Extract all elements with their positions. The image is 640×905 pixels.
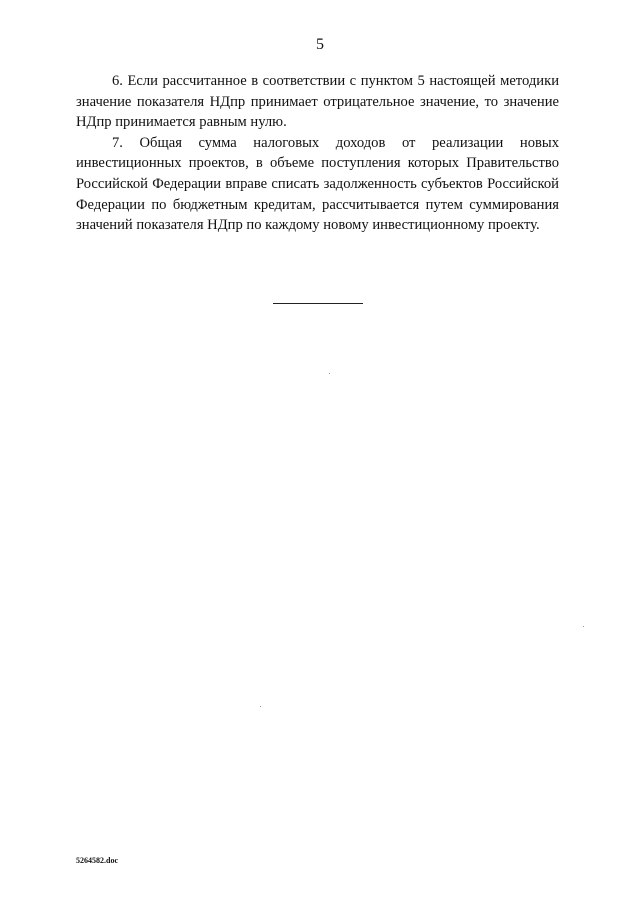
paragraph-7: 7. Общая сумма налоговых доходов от реализации новых инвестиционных проектов, в объеме поступления которых Правительство Российской Федерации вправе списать задолженность субъектов Российской Федерации по бюджетным кредитам, рассчитывается путем суммирования значений показателя НДпр по каждому новому инвестиционному проекту.: [76, 134, 559, 234]
document-file-code: 5264582.doc: [76, 856, 118, 865]
end-separator-line: [273, 303, 363, 304]
document-body: [76, 71, 559, 236]
scan-speck: [583, 626, 584, 627]
scan-speck: [329, 373, 330, 374]
scan-speck: [260, 706, 261, 707]
page-number: 5: [316, 36, 324, 53]
paragraph-6: 6. Если рассчитанное в соответствии с пунктом 5 настоящей методики значение показателя НДпр принимает отрицательное значение, то значение НДпр принимается равным нулю.: [76, 73, 559, 131]
